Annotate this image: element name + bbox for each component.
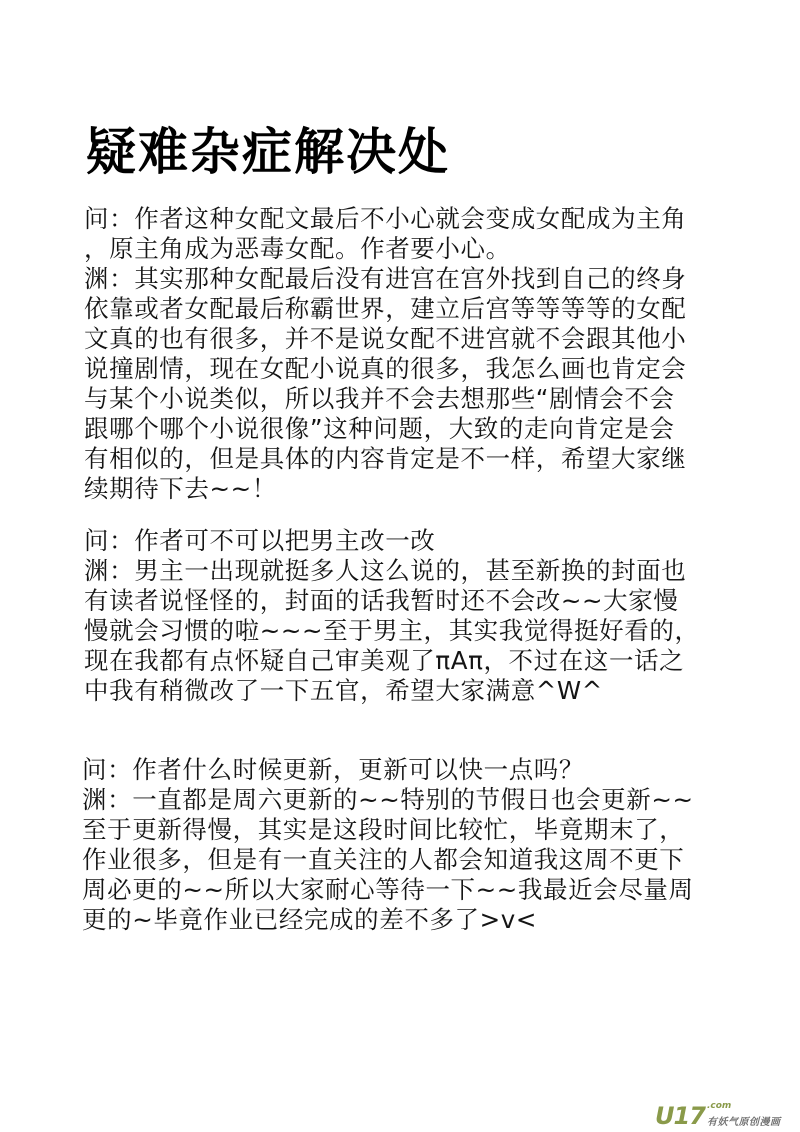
u17-watermark-logo <box>655 1103 795 1129</box>
page-title: 疑难杂症解决处 <box>86 122 450 181</box>
answer-line: 周必更的~~所以大家耐心等待一下~~我最近会尽量周 <box>82 875 694 904</box>
question-line: 问：作者可不可以把男主改一改 <box>84 526 436 555</box>
answer-line: 慢就会习惯的啦~~~至于男主，其实我觉得挺好看的， <box>84 616 700 645</box>
qa-section-update-schedule <box>82 755 722 935</box>
answer-line: 渊：男主一出现就挺多人这么说的，甚至新换的封面也 <box>84 556 687 585</box>
answer-line: 续期待下去~~！ <box>84 474 277 503</box>
answer-line: 有读者说怪怪的，封面的话我暂时还不会改~~大家慢 <box>84 586 679 615</box>
answer-line: 渊：一直都是周六更新的~~特别的节假日也会更新~~ <box>82 785 694 814</box>
answer-line: 作业很多，但是有一直关注的人都会知道我这周不更下 <box>82 845 685 874</box>
answer-line: 说撞剧情，现在女配小说真的很多，我怎么画也肯定会 <box>84 354 687 383</box>
answer-line: 与某个小说类似，所以我并不会去想那些“剧情会不会 <box>84 384 675 413</box>
answer-line: 跟哪个哪个小说很像”这种问题，大致的走向肯定是会 <box>84 414 675 443</box>
answer-line: 更的~毕竟作业已经完成的差不多了>v< <box>82 905 537 934</box>
logo-slogan: 有妖气原创漫画 <box>707 1117 781 1128</box>
logo-domain: .com <box>707 1101 732 1111</box>
u17-logo-icon: U17 <box>655 1102 705 1130</box>
answer-line: 渊：其实那种女配最后没有进宫在宫外找到自己的终身 <box>84 264 687 293</box>
qa-section-protagonist-concern <box>84 204 724 504</box>
question-line: ，原主角成为恶毒女配。作者要小心。 <box>84 234 511 263</box>
answer-line: 文真的也有很多，并不是说女配不进宫就不会跟其他小 <box>84 324 687 353</box>
answer-line: 依靠或者女配最后称霸世界，建立后宫等等等等的女配 <box>84 294 687 323</box>
answer-line: 现在我都有点怀疑自己审美观了πAπ，不过在这一话之 <box>84 646 685 675</box>
qa-section-male-lead <box>84 526 724 706</box>
question-line: 问：作者什么时候更新，更新可以快一点吗？ <box>82 755 584 784</box>
answer-line: 至于更新得慢，其实是这段时间比较忙，毕竟期末了， <box>82 815 685 844</box>
question-line: 问：作者这种女配文最后不小心就会变成女配成为主角 <box>84 204 687 233</box>
answer-line: 中我有稍微改了一下五官，希望大家满意^W^ <box>84 676 603 705</box>
answer-line: 有相似的，但是具体的内容肯定是不一样，希望大家继 <box>84 444 687 473</box>
